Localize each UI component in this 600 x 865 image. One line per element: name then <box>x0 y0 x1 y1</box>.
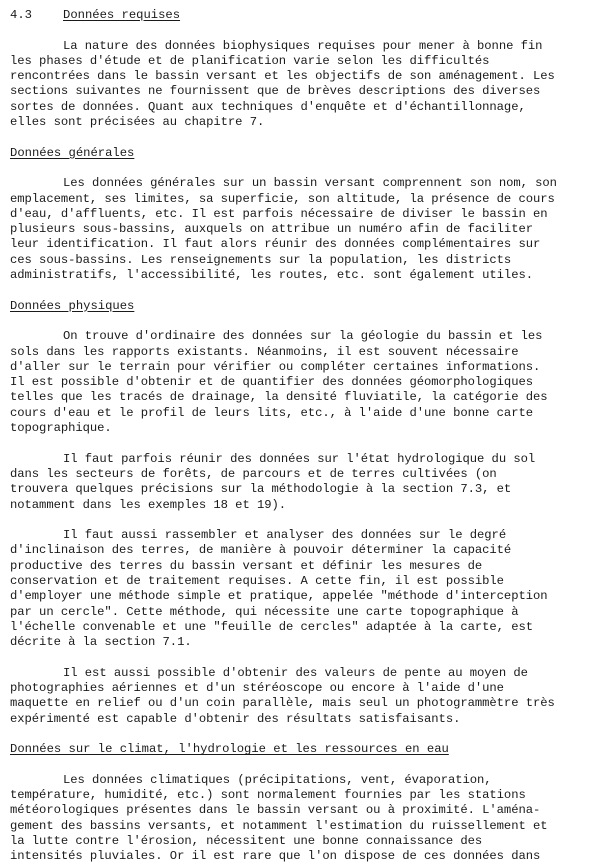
text-line: l'échelle convenable et une "feuille de cercles" adaptée à la carte, est <box>10 619 533 634</box>
text-line: d'employer une méthode simple et pratique, appelée "méthode d'interception <box>10 589 548 604</box>
intro-paragraph <box>10 39 590 131</box>
section-title: Données requises <box>63 8 181 22</box>
section-number: 4.3 <box>10 8 32 22</box>
text-line: topographique. <box>10 421 112 436</box>
general-heading: Données générales <box>10 145 135 160</box>
text-line: Il faut parfois réunir des données sur l'état hydrologique du sol <box>63 451 536 466</box>
text-line: décrite à la section 7.1. <box>10 635 192 650</box>
text-line: On trouve d'ordinaire des données sur la géologie du bassin et les <box>63 329 543 344</box>
text-line: Il faut aussi rassembler et analyser des données sur le degré <box>63 528 507 543</box>
general-paragraph <box>10 176 590 283</box>
text-line: plusieurs sous-bassins, auxquels on attribue un numéro afin de faciliter <box>10 222 533 237</box>
text-line: La nature des données biophysiques requises pour mener à bonne fin <box>63 38 543 53</box>
text-line: gement des bassins versants, et notamment l'estimation du ruissellement et <box>10 818 548 833</box>
climate-heading: Données sur le climat, l'hydrologie et les ressources en eau <box>10 742 449 757</box>
text-line: Les données générales sur un bassin versant comprennent son nom, son <box>63 176 557 191</box>
text-line: Il est aussi possible d'obtenir des valeurs de pente au moyen de <box>63 665 528 680</box>
text-line: notamment dans les exemples 18 et 19). <box>10 497 287 512</box>
text-line: maquette en relief ou d'un coin parallèle, mais seul un photogrammètre très <box>10 696 555 711</box>
section-heading <box>10 8 590 23</box>
text-line: sections suivantes ne fournissent que de brèves descriptions des diverses <box>10 84 541 99</box>
text-line: leur identification. Il faut alors réunir des données complémentaires sur <box>10 237 541 252</box>
text-line: trouvera quelques précisions sur la méthodologie à la section 7.3, et <box>10 482 512 497</box>
text-line: les phases d'étude et de planification varie selon les difficultés <box>10 53 490 68</box>
text-line: d'eau, d'affluents, etc. Il est parfois nécessaire de diviser le bassin en <box>10 206 548 221</box>
text-line: telles que les tracés de drainage, la densité fluviatile, la catégorie des <box>10 390 548 405</box>
text-line: d'inclinaison des terres, de manière à pouvoir déterminer la capacité <box>10 543 512 558</box>
document-page <box>10 8 590 865</box>
physical-paragraph-3 <box>10 528 590 650</box>
text-line: rencontrées dans le bassin versant et les objectifs de son aménagement. Les <box>10 69 555 84</box>
text-line: emplacement, ses limites, sa superficie, son altitude, la présence de cours <box>10 191 555 206</box>
text-line: Les données climatiques (précipitations, vent, évaporation, <box>63 772 492 787</box>
text-line: la lutte contre l'érosion, nécessitent une bonne connaissance des <box>10 834 483 849</box>
text-line: elles sont précisées au chapitre 7. <box>10 115 265 130</box>
text-line: par un cercle". Cette méthode, qui nécessite une carte topographique à <box>10 604 519 619</box>
text-line: conservation et de traitement requises. A cette fin, il est possible <box>10 573 504 588</box>
physical-paragraph-4 <box>10 666 590 727</box>
climate-paragraph <box>10 773 590 865</box>
text-line: photographies aériennes et d'un stéréoscope ou encore à l'aide d'une <box>10 681 504 696</box>
text-line: sortes de données. Quant aux techniques d'enquête et d'échantillonnage, <box>10 99 526 114</box>
text-line: productive des terres du bassin versant et définir les mesures de <box>10 558 483 573</box>
text-line: Il est possible d'obtenir et de quantifier des données géomorphologiques <box>10 375 533 390</box>
text-line: sols dans les rapports existants. Néanmoins, il est souvent nécessaire <box>10 344 519 359</box>
physical-paragraph-1 <box>10 329 590 436</box>
physical-heading: Données physiques <box>10 298 135 313</box>
text-line: ces sous-bassins. Les renseignements sur la population, les districts <box>10 252 512 267</box>
text-line: d'aller sur le terrain pour vérifier ou compléter certaines informations. <box>10 359 541 374</box>
text-line: température, humidité, etc.) sont normalement fournies par les stations <box>10 788 526 803</box>
text-line: cours d'eau et le profil de leurs lits, etc., à l'aide d'une bonne carte <box>10 405 533 420</box>
physical-paragraph-2 <box>10 452 590 513</box>
text-line: expérimenté est capable d'obtenir des résultats satisfaisants. <box>10 711 461 726</box>
text-line: météorologiques présentes dans le bassin versant ou à proximité. L'aména- <box>10 803 541 818</box>
text-line: dans les secteurs de forêts, de parcours et de terres cultivées (on <box>10 466 497 481</box>
text-line: administratifs, l'accessibilité, les routes, etc. sont également utiles. <box>10 268 533 283</box>
text-line: intensités pluviales. Or il est rare que l'on dispose de ces données dans <box>10 849 541 864</box>
